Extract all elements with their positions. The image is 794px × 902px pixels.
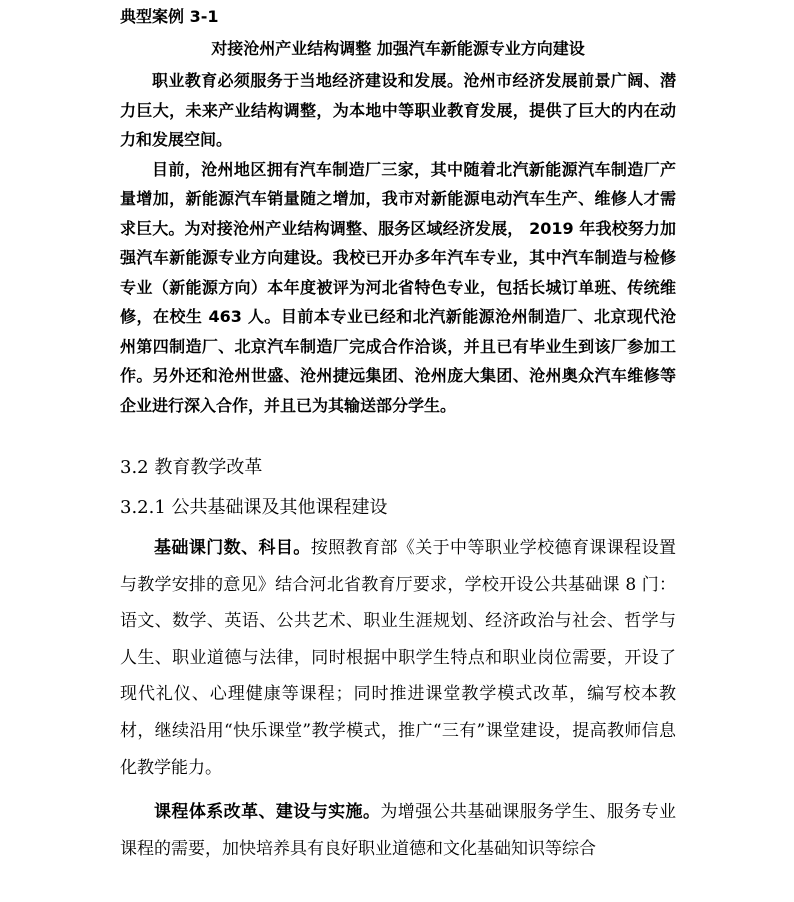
case-title: 对接沧州产业结构调整 加强汽车新能源专业方向建设 xyxy=(211,39,585,58)
paragraph-lead: 基础课门数、科目。 xyxy=(154,538,311,558)
main-body xyxy=(120,530,676,867)
paragraph-text: 按照教育部《关于中等职业学校德育课课程设置与教学安排的意见》结合河北省教育厅要求，学校开设公共基础课 8 门：语文、数学、英语、公共艺术、职业生涯规划、经济政治与社会、哲学与人生、职业道德与法律，同时根据中职学生特点和职业岗位需要，开设了现代礼仪、心理健康等课程；同时推进课堂教学模式改革，编写校本教材，继续沿用“快乐课堂”教学模式，推广“三有”课堂建设，提高教师信息化教学能力。 xyxy=(120,538,677,778)
case-paragraph: 职业教育必须服务于当地经济建设和发展。沧州市经济发展前景广阔、潜力巨大，未来产业结构调整，为本地中等职业教育发展，提供了巨大的内在动力和发展空间。 xyxy=(120,71,676,149)
paragraph-lead: 课程体系改革、建设与实施。 xyxy=(154,802,381,823)
paragraph-text: 为增强公共基础课服务学生、服务专业课程的需要，加快培养具有良好职业道德和文化基础知识等综合 xyxy=(120,802,677,859)
body-paragraph xyxy=(120,794,676,867)
case-label: 典型案例 3-1 xyxy=(120,7,219,26)
body-paragraph xyxy=(120,530,676,786)
case-paragraph: 目前，沧州地区拥有汽车制造厂三家，其中随着北汽新能源汽车制造厂产量增加，新能源汽车销量随之增加，我市对新能源电动汽车生产、维修人才需求巨大。为对接沧州产业结构调整、服务区域经济发展， 2019 年我校努力加强汽车新能源专业方向建设。我校已开办多年汽车专业，其中汽车制造与检修专业（新能源方向）本年度被评为河北省特色专业，包括长城订单班、传统维修，在校生 463 人。目前本专业已经和北汽新能源沧州制造厂、北京现代沧州第四制造厂、北京汽车制造厂完成合作洽谈，并且已有毕业生到该厂参加工作。另外还和沧州世盛、沧州捷远集团、沧州庞大集团、沧州奥众汽车维修等企业进行深入合作，并且已为其输送部分学生。 xyxy=(120,159,676,415)
case-body xyxy=(120,66,676,420)
section-heading-3-2: 3.2 教育教学改革 xyxy=(120,457,263,478)
section-heading-3-2-1: 3.2.1 公共基础课及其他课程建设 xyxy=(120,497,388,518)
